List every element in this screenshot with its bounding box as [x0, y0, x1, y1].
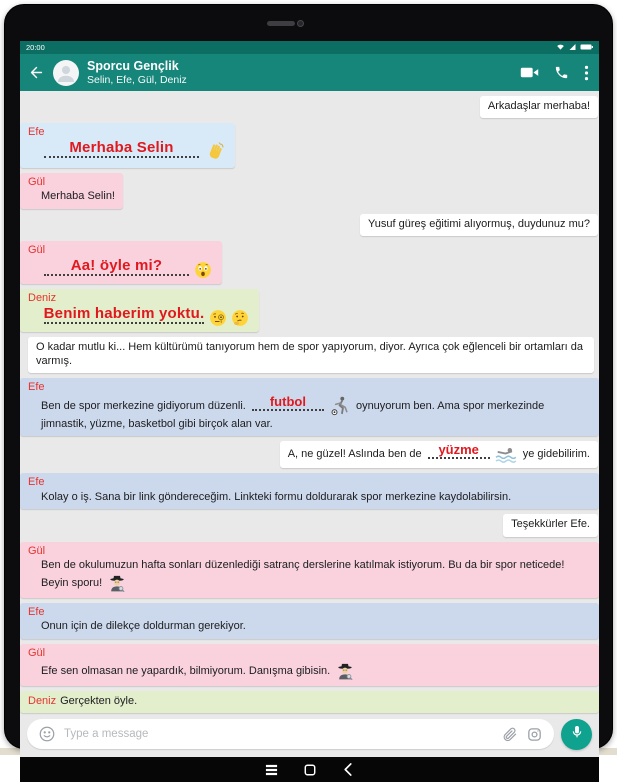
signal-icon	[568, 43, 577, 53]
sender-name: Efe	[28, 381, 45, 394]
message-row	[20, 542, 599, 598]
message-bubble[interactable]	[20, 378, 599, 436]
chat-title-area[interactable]	[87, 59, 512, 86]
message-list	[20, 91, 599, 715]
sender-name: Deniz	[28, 694, 57, 707]
message-row	[20, 644, 599, 686]
message-row	[20, 337, 599, 374]
message-row	[20, 214, 599, 236]
message-text: O kadar mutlu ki... Hem kültürümü tanıyorum hem de spor yapıyorum, diyor. Ayrıca çok eğlenceli bir ortamları da varmış.	[36, 340, 583, 367]
sender-name: Efe	[28, 605, 45, 618]
message-text: ye gidebilirim.	[519, 447, 590, 460]
message-text: Yusuf güreş eğitimi alıyormuş, duydunuz mu?	[368, 217, 590, 230]
message-bubble[interactable]	[20, 289, 259, 332]
message-bubble[interactable]	[20, 542, 599, 598]
message-bubble[interactable]	[280, 441, 598, 468]
video-call-button[interactable]	[520, 65, 539, 80]
message-text: Gerçekten öyle.	[60, 694, 138, 707]
chat-header	[20, 54, 599, 91]
message-text: Efe sen olmasan ne yapardık, bilmiyorum. Danışma gibisin.	[41, 664, 334, 677]
attach-paperclip-icon[interactable]	[501, 726, 518, 743]
input-bar	[20, 715, 599, 757]
thinking-face-icon	[231, 309, 249, 327]
android-nav-bar	[20, 757, 599, 782]
message-text: Ben de okulumuzun hafta sonları düzenlediği satranç derslerine katılmak istiyorum. Bu da bir spor neticede! Beyin sporu!	[41, 559, 565, 589]
message-row	[20, 96, 599, 118]
handwritten-answer: futbol	[269, 393, 306, 409]
chat-members: Selin, Efe, Gül, Deniz	[87, 73, 187, 86]
back-chevron-icon[interactable]	[337, 761, 359, 779]
message-text: Merhaba Selin!	[41, 190, 115, 203]
swimmer-icon	[495, 444, 518, 463]
message-text: Arkadaşlar merhaba!	[487, 100, 590, 112]
waving-hand-icon	[204, 142, 225, 163]
message-row	[20, 473, 599, 509]
home-square-icon[interactable]	[299, 761, 321, 779]
message-row	[20, 289, 599, 332]
message-row	[20, 241, 599, 284]
message-text: Kolay o iş. Sana bir link göndereceğim. Linkteki formu doldurarak spor merkezine kaydolabilirsin.	[41, 491, 512, 504]
sender-name: Deniz	[28, 291, 57, 304]
message-row	[20, 441, 599, 468]
message-row	[20, 123, 599, 167]
message-bubble[interactable]	[20, 241, 222, 284]
message-input-pill	[27, 719, 554, 749]
menu-icon[interactable]	[261, 761, 283, 779]
fill-in-blank	[44, 140, 199, 158]
message-bubble[interactable]	[20, 473, 599, 509]
fill-in-blank	[44, 258, 189, 276]
message-row	[20, 378, 599, 436]
sender-name: Efe	[28, 476, 45, 489]
astonished-face-icon	[194, 261, 212, 279]
wifi-icon	[556, 43, 565, 53]
message-bubble[interactable]	[28, 337, 594, 374]
message-text: Onun için de dilekçe doldurman gerekiyor.	[41, 620, 246, 633]
camera-icon[interactable]	[526, 726, 543, 743]
monocle-face-icon	[209, 309, 227, 327]
status-time: 20:00	[26, 43, 45, 52]
message-text: A, ne güzel! Aslında ben de	[287, 447, 425, 460]
back-button[interactable]	[28, 64, 45, 81]
message-text: Teşekkürler Efe.	[511, 518, 590, 531]
message-bubble[interactable]	[20, 173, 123, 209]
handwritten-answer: yüzme	[438, 441, 479, 457]
handwritten-answer: Benim haberim yoktu.	[43, 304, 205, 322]
sender-name: Gül	[28, 243, 46, 256]
message-bubble[interactable]	[503, 514, 598, 536]
message-bubble[interactable]	[20, 644, 599, 686]
sender-name: Gül	[28, 175, 46, 188]
message-bubble[interactable]	[20, 603, 599, 639]
message-text: oynuyorum ben. Ama spor merkezinde jimnastik, yüzme, basketbol gibi birçok alan var.	[41, 399, 545, 431]
detective-icon	[107, 573, 127, 593]
message-row	[20, 691, 599, 714]
handwritten-answer: Merhaba Selin	[69, 139, 174, 157]
message-bubble[interactable]	[20, 691, 599, 714]
message-bubble[interactable]	[480, 96, 598, 118]
group-avatar-icon[interactable]	[53, 60, 79, 86]
front-camera-dot	[297, 20, 304, 27]
menu-button[interactable]	[584, 65, 589, 81]
mic-button[interactable]	[561, 719, 592, 750]
battery-icon	[580, 43, 593, 53]
message-bubble[interactable]	[360, 214, 598, 236]
message-row	[20, 603, 599, 639]
fill-in-blank	[252, 393, 324, 411]
chat-title: Sporcu Gençlik	[87, 58, 179, 73]
message-text: Ben de spor merkezine gidiyorum düzenli.	[41, 399, 249, 412]
speaker-slot	[267, 21, 295, 26]
detective-icon	[335, 661, 355, 681]
message-bubble[interactable]	[20, 123, 235, 167]
fill-in-blank	[428, 441, 490, 459]
sender-name: Gül	[28, 646, 46, 659]
emoji-smiley-icon[interactable]	[38, 725, 56, 743]
message-input[interactable]	[64, 728, 493, 740]
mic-icon	[569, 724, 585, 745]
message-row	[20, 173, 599, 209]
screen	[20, 41, 599, 742]
message-row	[20, 514, 599, 536]
handwritten-answer: Aa! öyle mi?	[70, 256, 163, 274]
tablet-frame	[4, 4, 613, 749]
sender-name: Gül	[28, 544, 46, 557]
status-bar	[20, 41, 599, 54]
voice-call-button[interactable]	[554, 65, 569, 80]
fill-in-blank	[44, 306, 204, 324]
soccer-player-icon	[329, 395, 351, 417]
sender-name: Efe	[28, 126, 45, 139]
